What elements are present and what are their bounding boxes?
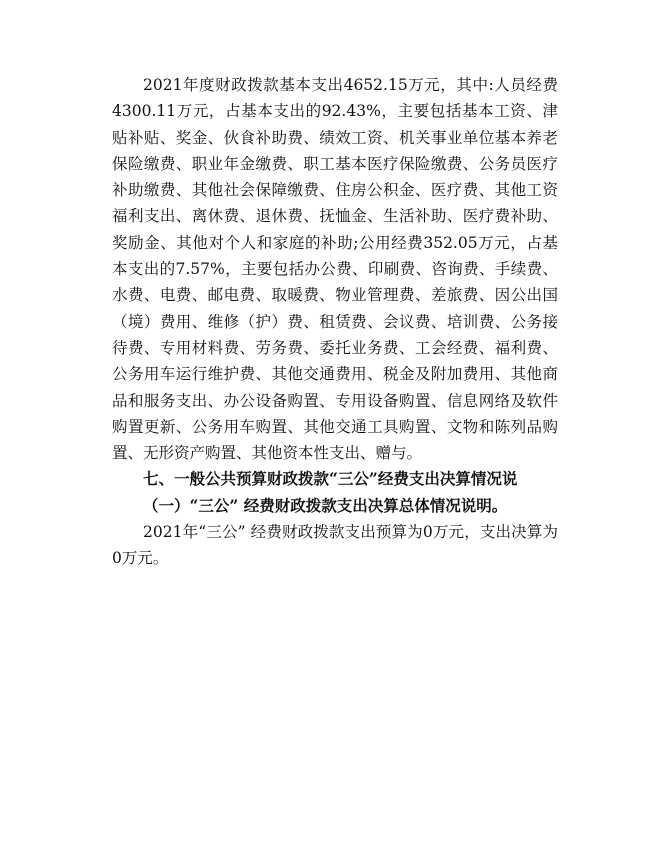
subsection-heading-overall: （一）“三公” 经费财政拨款支出决算总体情况说明。 bbox=[143, 495, 508, 515]
document-page bbox=[112, 72, 558, 572]
section-heading-three-public-expenses: 七、一般公共预算财政拨款“三公”经费支出决算情况说 bbox=[143, 469, 518, 489]
paragraph-three-public-expenses: 2021年“三公” 经费财政拨款支出预算为0万元，支出决算为0万元。 bbox=[112, 523, 558, 568]
paragraph-basic-expenditure: 2021年度财政拨款基本支出4652.15万元，其中:人员经费4300.11万元，占基本支出的92.43%，主要包括基本工资、津贴补贴、奖金、伙食补助费、绩效工资、机关事业单位基本养老保险缴费、职业年金缴费、职工基本医疗保险缴费、公务员医疗补助缴费、其他社会保障缴费、住房公积金、医疗费、其他工资福利支出、离休费、退休费、抚恤金、生活补助、医疗费补助、奖励金、其他对个人和家庭的补助;公用经费352.05万元，占基本支出的7.57%，主要包括办公费、印刷费、咨询费、手续费、水费、电费、邮电费、取暖费、物业管理费、差旅费、因公出国（境）费用、维修（护）费、租赁费、会议费、培训费、公务接待费、专用材料费、劳务费、委托业务费、工会经费、福利费、公务用车运行维护费、其他交通费用、税金及附加费用、其他商品和服务支出、办公设备购置、专用设备购置、信息网络及软件购置更新、公务用车购置、其他交通工具购置、文物和陈列品购置、无形资产购置、其他资本性支出、赠与。 bbox=[112, 76, 558, 463]
